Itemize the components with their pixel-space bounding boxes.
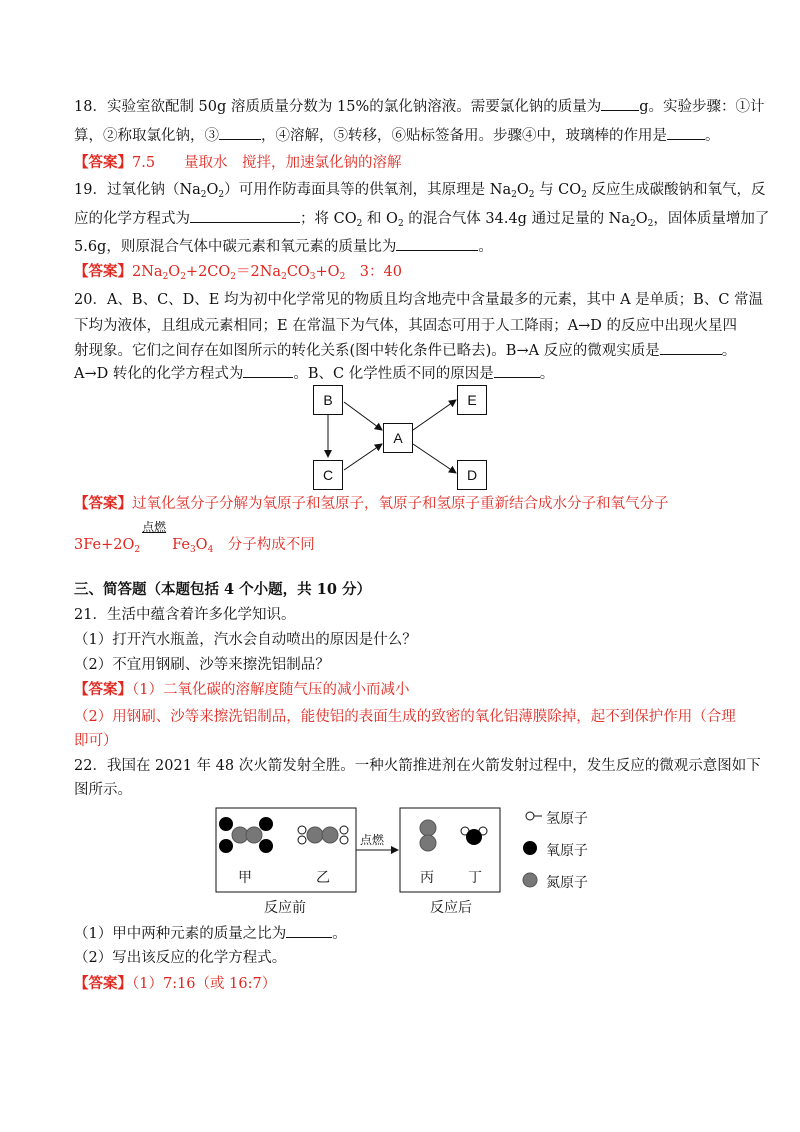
oxygen-atom xyxy=(259,817,273,831)
q22-line-1: 22．我国在 2021 年 48 次火箭发射全胜。一种火箭推进剂在火箭发射过程中，发生反应的微观示意图如下 xyxy=(74,758,761,774)
legend-nitrogen-icon xyxy=(523,873,537,887)
q19-line-2: 应的化学方程式为 ；将 $CO_2$ 和 $O_2$ 的混合气体 34.4g 通过足量的 $Na_2O_2$，固体质量增加了 xyxy=(74,208,769,229)
q18-answer: 【答案】7.5 量取水 搅拌，加速氯化钠的溶解 xyxy=(74,154,402,171)
nitrogen-atom xyxy=(246,827,262,843)
nitrogen-atom xyxy=(420,835,436,851)
arrow-a-to-d xyxy=(413,444,456,473)
arrow-c-to-a xyxy=(344,444,382,470)
q22-blank-ratio xyxy=(286,923,332,938)
oxygen-atom xyxy=(219,817,233,831)
q20-condition-arrow: 点燃 xyxy=(142,520,167,534)
hydrogen-atom xyxy=(298,826,306,834)
q20-answer-2: $3Fe+2O_2$ 点燃 $Fe_3O_4$ 分子构成不同 xyxy=(74,520,315,555)
node-c: C xyxy=(313,460,343,490)
label-bing: 丙 xyxy=(420,869,434,885)
q20-line-2: 下均为液体，且组成元素相同；E 在常温下为气体，其固态可用于人工降雨；A→D 的反应中出现火星四 xyxy=(74,318,738,334)
q22-sub-2: （2）写出该反应的化学方程式。 xyxy=(74,950,287,966)
q20-blank-reason xyxy=(494,363,540,378)
q21-line-2: （1）打开汽水瓶盖，汽水会自动喷出的原因是什么？ xyxy=(74,632,417,648)
q22-line-2: 图所示。 xyxy=(74,782,132,798)
node-e: E xyxy=(457,385,487,415)
q21-answer-1: 【答案】（1）二氧化碳的溶解度随气压的减小而减小 xyxy=(74,681,410,698)
legend-oxygen-icon xyxy=(523,841,537,855)
arrow-a-to-e xyxy=(413,400,456,430)
conversion-diagram xyxy=(300,382,500,492)
reaction-micro-diagram xyxy=(210,805,630,915)
after-box xyxy=(400,808,500,892)
q18-blank-mass xyxy=(601,96,639,111)
q20-answer-1: 【答案】过氧化氢分子分解为氧原子和氢原子，氧原子和氢原子重新结合成水分子和氧气分子 xyxy=(74,495,669,512)
q21-line-1: 21．生活中蕴含着许多化学知识。 xyxy=(74,607,296,623)
oxygen-atom xyxy=(466,829,482,845)
hydrogen-atom xyxy=(298,836,306,844)
q20-line-4: A→D 转化的化学方程式为 。B、C 化学性质不同的原因是 。 xyxy=(74,363,554,384)
legend-hydrogen-icon xyxy=(526,812,534,820)
legend-hydrogen-label: 氢原子 xyxy=(546,810,588,826)
arrow-b-to-a xyxy=(344,402,382,430)
q20-blank-micro xyxy=(660,340,722,355)
q18-line-2: 算，②称取氯化钠，③ ，④溶解，⑤转移，⑥贴标签备用。步骤④中，玻璃棒的作用是 。 xyxy=(74,125,720,146)
nitrogen-atom xyxy=(307,827,323,843)
q20-blank-eq xyxy=(243,363,293,378)
q18-line-1: 18．实验室欲配制 50g 溶质质量分数为 15%的氯化钠溶液。需要氯化钠的质量为 g。实验步骤：①计 xyxy=(74,96,765,117)
q18-blank-glass-rod xyxy=(667,125,705,140)
label-yi: 乙 xyxy=(316,869,330,885)
q19-blank-equation xyxy=(190,208,300,223)
q21-answer-2: （2）用钢刷、沙等来擦洗铝制品，能使铝的表面生成的致密的氧化铝薄膜除掉，起不到保护作用（合理 xyxy=(74,709,736,725)
label-after: 反应后 xyxy=(430,899,472,915)
legend-oxygen-label: 氧原子 xyxy=(546,842,588,858)
q19-line-3: 5.6g，则原混合气体中碳元素和氧元素的质量比为 。 xyxy=(74,236,493,257)
q20-line-1: 20．A、B、C、D、E 均为初中化学常见的物质且均含地壳中含量最多的元素，其中 A 是单质；B、C 常温 xyxy=(74,292,764,308)
nitrogen-atom xyxy=(322,827,338,843)
label-condition: 点燃 xyxy=(360,833,385,847)
q22-sub-1: （1）甲中两种元素的质量之比为 。 xyxy=(74,923,347,944)
q19-answer: 【答案】$2Na_2O_2+2CO_2=2Na_2CO_3+O_2$ 3：40 xyxy=(74,263,402,282)
q19-blank-ratio xyxy=(396,236,478,251)
node-d: D xyxy=(457,460,487,490)
oxygen-atom xyxy=(219,839,233,853)
q20-line-3: 射现象。它们之间存在如图所示的转化关系(图中转化条件已略去)。B→A 反应的微观实质是 。 xyxy=(74,340,736,361)
q22-answer: 【答案】（1）7:16（或 16:7） xyxy=(74,975,277,992)
oxygen-atom xyxy=(259,839,273,853)
nitrogen-atom xyxy=(420,820,436,836)
q21-answer-3: 即可） xyxy=(74,733,118,749)
legend-nitrogen-label: 氮原子 xyxy=(546,874,588,890)
q21-line-3: （2）不宜用钢刷、沙等来擦洗铝制品？ xyxy=(74,657,330,673)
node-a: A xyxy=(383,423,413,453)
q19-line-1: 19．过氧化钠$(Na_2O_2)$可用作防毒面具等的供氧剂，其原理是 $Na_2O_2$ 与 $CO_2$ 反应生成碳酸钠和氧气，反 xyxy=(74,182,766,200)
label-before: 反应前 xyxy=(264,899,306,915)
q18-blank-step3 xyxy=(219,125,261,140)
before-box xyxy=(216,808,356,892)
hydrogen-atom xyxy=(340,826,348,834)
label-ding: 丁 xyxy=(468,869,482,885)
section-3-heading: 三、简答题（本题包括 4 个小题，共 10 分） xyxy=(74,581,371,598)
label-jia: 甲 xyxy=(238,869,252,885)
hydrogen-atom xyxy=(340,836,348,844)
node-b: B xyxy=(313,385,343,415)
